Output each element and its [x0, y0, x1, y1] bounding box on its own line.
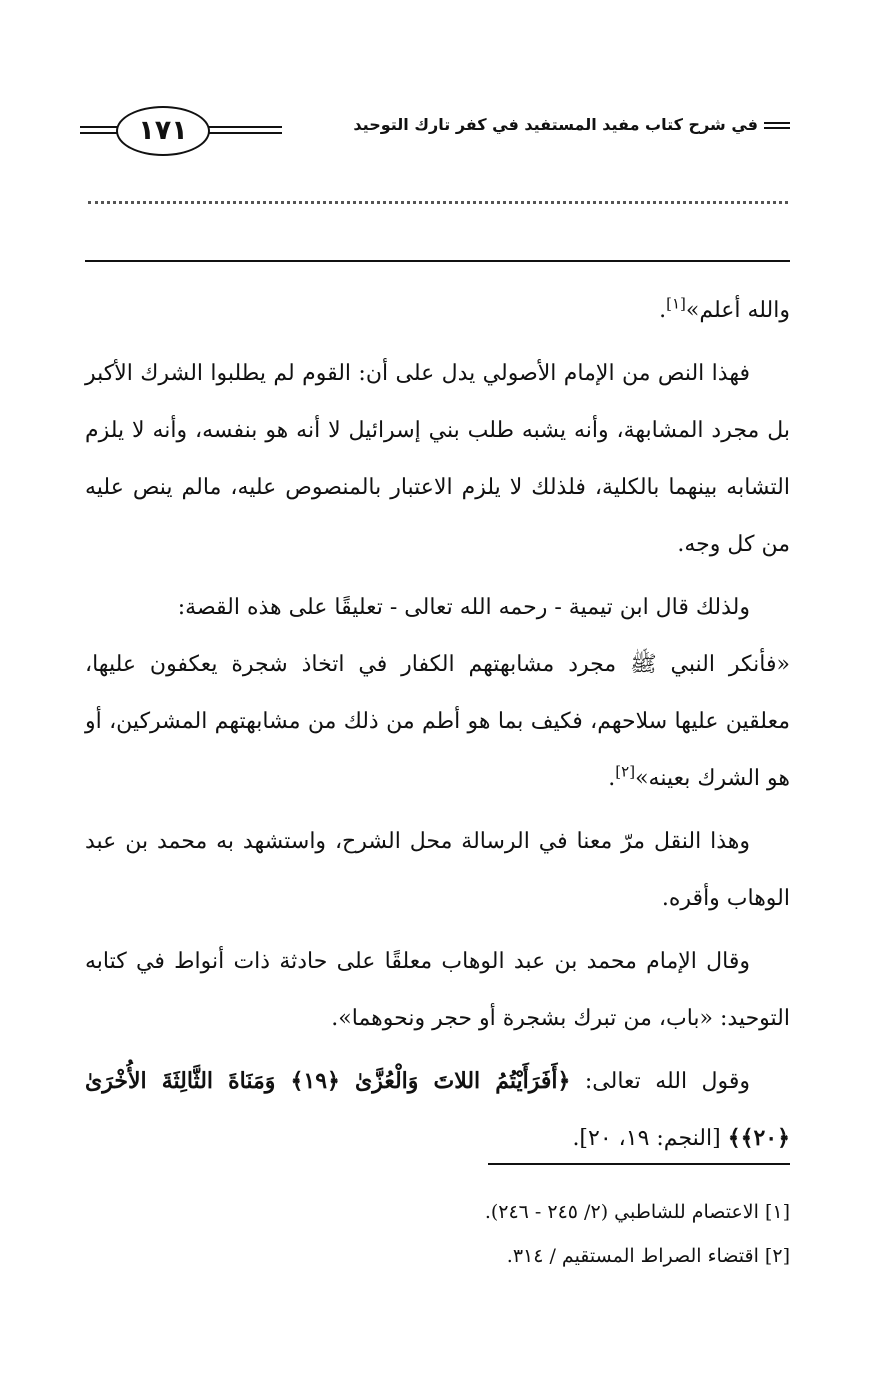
paragraph-kitab-tawhid: وقال الإمام محمد بن عبد الوهاب معلقًا على حادثة ذات أنواط في كتابه التوحيد: «باب، من تبرك بشجرة أو حجر ونحوهما».	[85, 949, 790, 1031]
footnotes	[85, 1190, 790, 1278]
paragraph-ibn-taymiyya-quote	[85, 636, 790, 807]
paragraph-quran-verse	[85, 1053, 790, 1167]
main-text	[85, 282, 790, 1173]
footnote-ref-2: [٢]	[615, 762, 636, 781]
dotted-separator	[88, 201, 788, 218]
paragraph-analysis: فهذا النص من الإمام الأصولي يدل على أن: القوم لم يطلبوا الشرك الأكبر بل مجرد المشابهة، وأنه يشبه طلب بني إسرائيل لا أنه هو بنفسه، وأنه لا يلزم التشابه بينهما بالكلية، فلذلك لا يلزم الاعتبار بالمنصوص عليه، مالم ينص عليه من كل وجه.	[85, 361, 790, 557]
quote-text: «فأنكر النبي ﷺ مجرد مشابهتهم الكفار في اتخاذ شجرة يعكفون عليها، معلقين عليها سلاحهم، فكيف بما هو أطم من ذلك من مشابهتهم المشركين، أو هو الشرك بعينه»	[85, 652, 790, 791]
header-rule	[85, 260, 790, 262]
closing-quote-text: والله أعلم»	[685, 298, 790, 323]
paragraph-closing-quote	[85, 282, 790, 339]
page-header	[80, 95, 790, 165]
running-title-text: في شرح كتاب مفيد المستفيد في كفر تارك التوحيد	[353, 115, 758, 134]
footnote-2: [٢] اقتضاء الصراط المستقيم / ٣١٤.	[506, 1245, 790, 1267]
verse-citation: [النجم: ١٩، ٢٠].	[572, 1126, 721, 1151]
footnote-1: [١] الاعتصام للشاطبي (٢/ ٢٤٥ - ٢٤٦).	[484, 1201, 790, 1223]
footnote-rule	[488, 1163, 790, 1165]
running-title	[353, 115, 790, 134]
period: .	[608, 766, 616, 791]
title-ornament-dash	[764, 122, 790, 129]
page-number-ornament	[80, 103, 285, 158]
page-number: ١٧١	[116, 106, 210, 156]
footnote-ref-1: [١]	[666, 294, 686, 313]
quran-verse: ﴿أَفَرَأَيْتُمُ اللاتَ وَالْعُزَّىٰ ﴿١٩﴾ وَمَنَاةَ الثَّالِثَةَ الأُخْرَىٰ ﴿٢٠﴾﴾	[85, 1068, 790, 1151]
verse-lead: وقول الله تعالى:	[584, 1069, 751, 1094]
paragraph-ibn-taymiyya-intro: ولذلك قال ابن تيمية - رحمه الله تعالى - تعليقًا على هذه القصة:	[177, 595, 750, 620]
paragraph-transmission: وهذا النقل مرّ معنا في الرسالة محل الشرح، واستشهد به محمد بن عبد الوهاب وأقره.	[85, 829, 790, 911]
ornament-rule-right	[204, 126, 282, 134]
period: .	[659, 298, 667, 323]
